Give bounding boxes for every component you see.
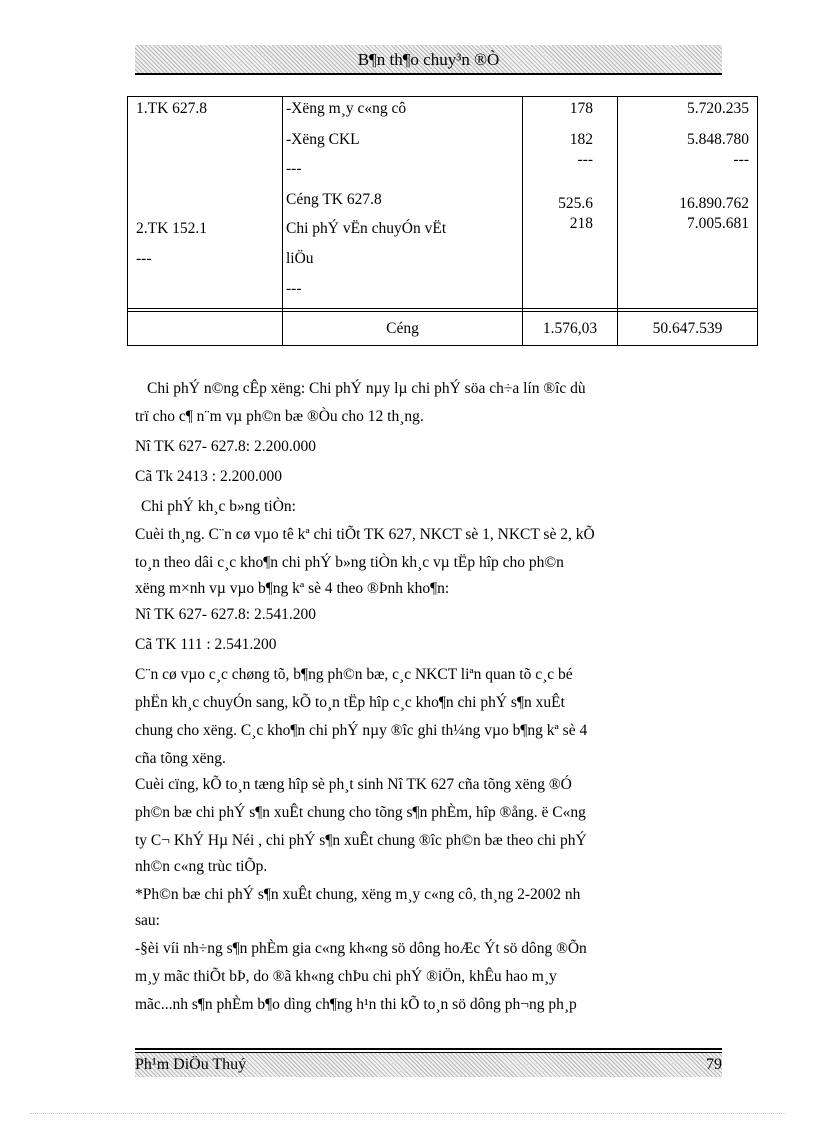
paragraph-line: Cuèi cïng, kÕ to¸n tæng hîp sè ph¸t sinh Nî TK 627 cña tõng xëng ®Ó [135,776,572,793]
amount-line: 7.005.681 [687,215,749,232]
paragraph-line: -§èi víi nh÷ng s¶n phÈm gia c«ng kh«ng sö dông hoÆc Ýt sö dông ®Õn [135,940,587,957]
footer-author: Ph¹m DiÖu Thuý [135,1056,247,1073]
paragraph-line: mãc...nh s¶n phÈm b¶o dìng ch¶ng h¹n thi kÕ to¸n sö dông ph¬ng ph¸p [135,996,577,1013]
quantity-cell [523,97,618,309]
description-line: --- [286,160,302,177]
description-cell [283,97,523,309]
paragraph-line: ph©n bæ chi phÝ s¶n xuÊt chung cho tõng s¶n phÈm, hîp ®ång. ë C«ng [135,804,586,821]
header-rule [135,73,722,75]
paragraph-line: Chi phÝ n©ng cÊp xëng: Chi phÝ nµy lµ chi phÝ söa ch÷a lín ®îc dù [147,380,586,397]
quantity-line: 218 [569,215,593,232]
paragraph-line: m¸y mãc thiÕt bÞ, do ®ã kh«ng chÞu chi phÝ ®iÖn, khÊu hao m¸y [135,968,557,985]
table-row [128,97,758,309]
footer-rule [135,1048,722,1050]
paragraph-line: cña tõng xëng. [135,750,226,767]
account-line: 1.TK 627.8 [136,100,208,117]
quantity-line: 182 [569,131,593,148]
amount-cell [618,97,758,309]
description-line: --- [286,280,302,297]
amount-line: 5.848.780 [687,131,749,148]
quantity-line: --- [577,151,593,168]
paragraph-line: *Ph©n bæ chi phÝ s¶n xuÊt chung, xëng m¸y c«ng cô, th¸ng 2-2002 nh [135,886,581,903]
paragraph-line: trï cho c¶ n¨m vµ ph©n bæ ®Òu cho 12 th¸ng. [135,408,424,425]
paragraph-line: sau: [135,912,160,929]
quantity-line: 178 [569,100,593,117]
amount-line: 16.890.762 [679,195,749,212]
description-line [286,220,518,238]
description-line: -Xëng m¸y c«ng cô [286,100,407,117]
account-line: 2.TK 152.1 [136,220,208,237]
paragraph-line: Cã Tk 2413 : 2.200.000 [135,468,282,485]
paragraph-line: to¸n theo dâi c¸c kho¶n chi phÝ b»ng tiÒn kh¸c vµ tËp hîp cho ph©n [135,554,564,571]
footer-band [135,1053,722,1077]
paragraph-line: xëng m×nh vµ vµo b¶ng kª sè 4 theo ®Þnh kho¶n: [135,580,450,597]
page-edge-dots [30,1113,786,1114]
paragraph-line: phËn kh¸c chuyÓn sang, kÕ to¸n tËp hîp c¸c kho¶n chi phÝ s¶n xuÊt [135,694,565,711]
amount-line: 5.720.235 [687,100,749,117]
paragraph-line: Nî TK 627- 627.8: 2.200.000 [135,438,316,455]
description-line: Céng TK 627.8 [286,191,382,208]
description-line: liÖu [286,250,314,267]
total-amount: 50.647.539 [618,312,758,346]
cost-table [127,96,758,346]
paragraph-line: Nî TK 627- 627.8: 2.541.200 [135,606,316,623]
description-line: -Xëng CKL [286,131,360,148]
paragraph-line: Cuèi th¸ng. C¨n cø vµo tê kª chi tiÕt TK 627, NKCT sè 1, NKCT sè 2, kÕ [135,526,595,543]
paragraph-line: chung cho xëng. C¸c kho¶n chi phÝ nµy ®îc ghi th¼ng vµo b¶ng kª sè 4 [135,722,588,739]
description-word: Chi phÝ vËn chuyÓn vËt [286,220,447,237]
account-cell [128,97,283,309]
page-title: B¶n th¶o chuy³n ®Ò [357,50,500,69]
paragraph-line: Cã TK 111 : 2.541.200 [135,636,277,653]
paragraph-line: nh©n c«ng trùc tiÕp. [135,858,268,875]
total-row [128,312,758,346]
page-number: 79 [706,1056,722,1073]
paragraph-line: C¨n cø vµo c¸c chøng tõ, b¶ng ph©n bæ, c¸c NKCT liªn quan tõ c¸c bé [135,666,573,683]
quantity-line: 525.6 [558,195,593,212]
total-quantity: 1.576,03 [523,312,618,346]
total-label: Céng [283,312,523,346]
header-band [135,45,722,74]
paragraph-line: Chi phÝ kh¸c b»ng tiÒn: [141,498,296,515]
account-line: --- [136,250,152,267]
paragraph-line: ty C¬ KhÝ Hµ Néi , chi phÝ s¶n xuÊt chung ®îc ph©n bæ theo chi phÝ [135,832,587,849]
amount-line: --- [733,151,749,168]
